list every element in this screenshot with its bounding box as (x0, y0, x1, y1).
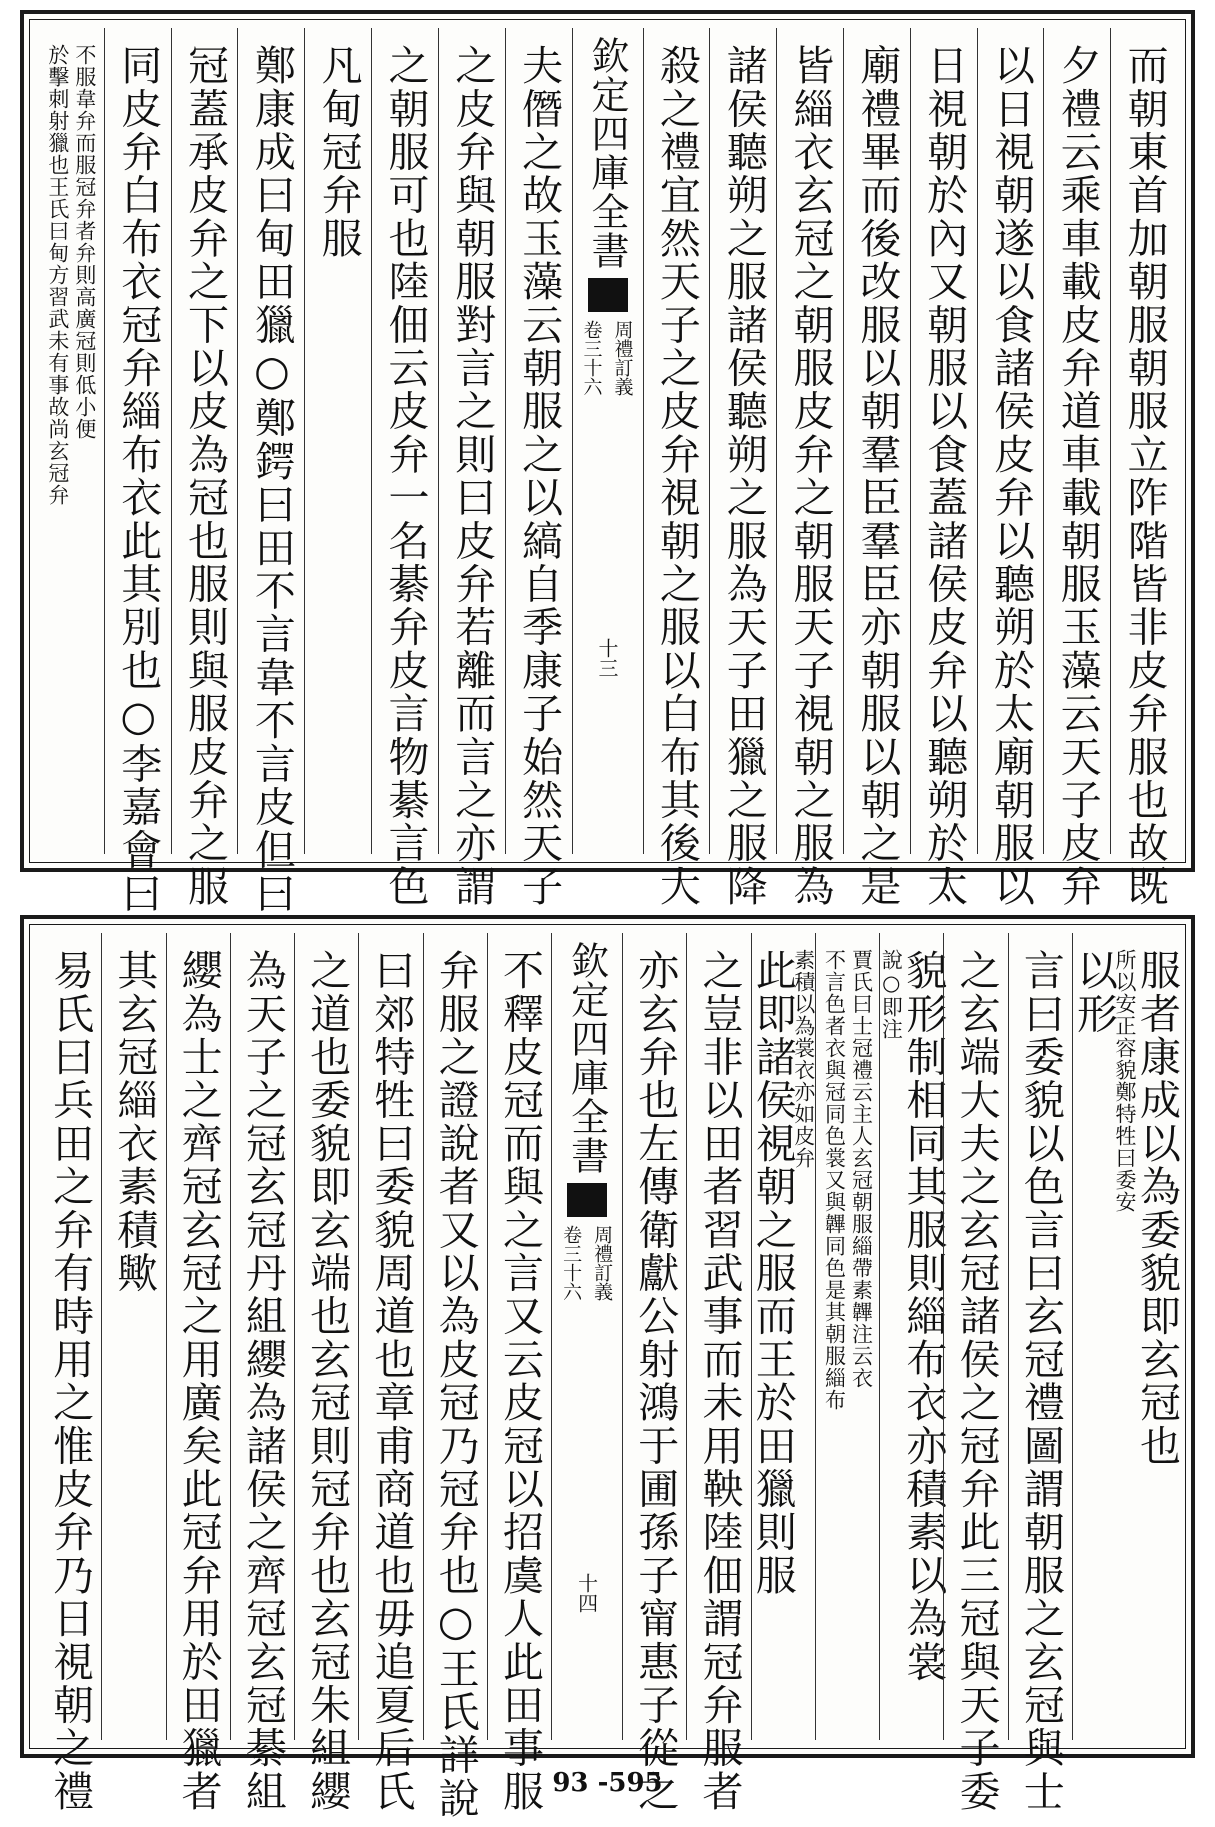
page-number: 93 -595 (552, 1768, 663, 1798)
book-title: 欽定四庫全書 (564, 941, 609, 1175)
text-column: 曰郊特牲曰委貌周道也章甫商道也毋追夏后氏 (358, 933, 422, 1740)
chapter-info (579, 320, 637, 396)
text-column: 為天子之冠玄冠丹組纓為諸侯之齊冠玄冠綦組 (230, 933, 294, 1740)
annotation-column: 賈氏曰士冠禮云主人玄冠朝服緇帶素韠注云衣 不言色者衣與冠同色裳又與韠同色是其朝服緇布 (815, 933, 879, 1740)
text-column: 殺之禮宜然天子之皮弁視朝之服以白布其後大 (643, 28, 710, 854)
text-column: 弁服之證說者又以為皮冠乃冠弁也○王氏詳說 (423, 933, 487, 1740)
text-column: 言曰委貌以色言曰玄冠禮圖謂朝服之玄冠與士 (1008, 933, 1072, 1740)
text-column: 夕禮云乘車載皮弁道車載朝服玉藻云天子皮弁 (1043, 28, 1110, 854)
text-column: 而朝東首加朝服朝服立阼階皆非皮弁服也故既 (1110, 28, 1177, 854)
text-column: 貌形制相同其服則緇布衣亦積素以為裳 即注 說○ (879, 933, 943, 1740)
text-column: 衣亦如皮弁 素積以為裳 此即諸侯視朝之服而王於田獵則服 (751, 933, 815, 1740)
inline-annotation: 衣亦如皮弁 素積以為裳 (791, 949, 816, 1169)
text-column: 鄭康成曰甸田獵○鄭鍔曰田不言韋不言皮但曰 (237, 28, 304, 854)
text-column: 之玄端大夫之玄冠諸侯之冠弁此三冠與天子委 (943, 933, 1007, 1740)
text-column: 日視朝於內又朝服以食蓋諸侯皮弁以聽朔於太 (910, 28, 977, 854)
text-column: 以日視朝遂以食諸侯皮弁以聽朔於太廟朝服以 (977, 28, 1044, 854)
volume-label: 卷三十六 (580, 320, 603, 396)
text-column: 服者康成以為委貌即玄冠也 鄭特牲曰委安 所以安正容貌 以形 (1072, 933, 1177, 1740)
inline-annotation: 即注 說○ (879, 949, 904, 1040)
text-column: 易氏曰兵田之弁有時用之惟皮弁乃日視朝之禮 (46, 949, 95, 1813)
text-column: 之豈非以田者習武事而未用鞅陸佃謂冠弁服者 (686, 933, 750, 1740)
heading-column: 凡甸冠弁服 (304, 28, 371, 854)
text-column: 之道也委貌即玄端也玄冠則冠弁也玄冠朱組纓 (294, 933, 358, 1740)
book-title: 欽定四庫全書 (585, 36, 629, 270)
text-column: 其玄冠緇衣素積歟 (101, 933, 165, 1740)
fishtail-mark (567, 1183, 607, 1217)
work-title: 周禮訂義 (611, 320, 634, 396)
text-column: 之皮弁與朝服對言之則曰皮弁若離而言之亦謂 (438, 28, 505, 854)
fishtail-mark (588, 278, 628, 312)
chapter-info (558, 1225, 616, 1301)
text-column: 廟禮畢而後改服以朝羣臣羣臣亦朝服以朝之是 (843, 28, 910, 854)
text-column: 亦玄弁也左傳衛獻公射鴻于圃孫子甯惠子從之 (622, 933, 686, 1740)
folio-number: 十四 (574, 1573, 599, 1613)
text-column: 不釋皮冠而與之言又云皮冠以招虞人此田事服 (487, 933, 551, 1740)
top-page (20, 10, 1195, 915)
text-column: 同皮弁白布衣冠弁緇布衣此其別也○李嘉會曰 (104, 28, 171, 854)
text-column: 諸侯聽朔之服諸侯聽朔之服為天子田獵之服降 (709, 28, 776, 854)
annotation-column: 不服韋弁而服冠弁者弁則高廣冠則低小便 於擊刺射獵也王氏曰甸方習武未有事故尚玄冠弁 (45, 44, 97, 506)
center-fold (551, 933, 622, 1740)
volume-label: 卷三十六 (560, 1225, 583, 1301)
folio-number: 十三 (595, 638, 619, 678)
top-columns (38, 28, 1177, 915)
text-column: 纓為士之齊冠玄冠之用廣矣此冠弁用於田獵者 (166, 933, 230, 1740)
text-column: 冠蓋承皮弁之下以皮為冠也服則與服皮弁之服 (171, 28, 238, 854)
work-title: 周禮訂義 (591, 1225, 614, 1301)
text-column: 夫僭之故玉藻云朝服之以縞自季康子始然天子 (505, 28, 572, 854)
center-fold (572, 28, 643, 854)
text-column: 皆緇衣玄冠之朝服皮弁之朝服天子視朝之服為 (776, 28, 843, 854)
text-column: 之朝服可也陸佃云皮弁一名綦弁皮言物綦言色 (371, 28, 438, 854)
inline-annotation: 鄭特牲曰委安 所以安正容貌 (1113, 949, 1137, 1213)
